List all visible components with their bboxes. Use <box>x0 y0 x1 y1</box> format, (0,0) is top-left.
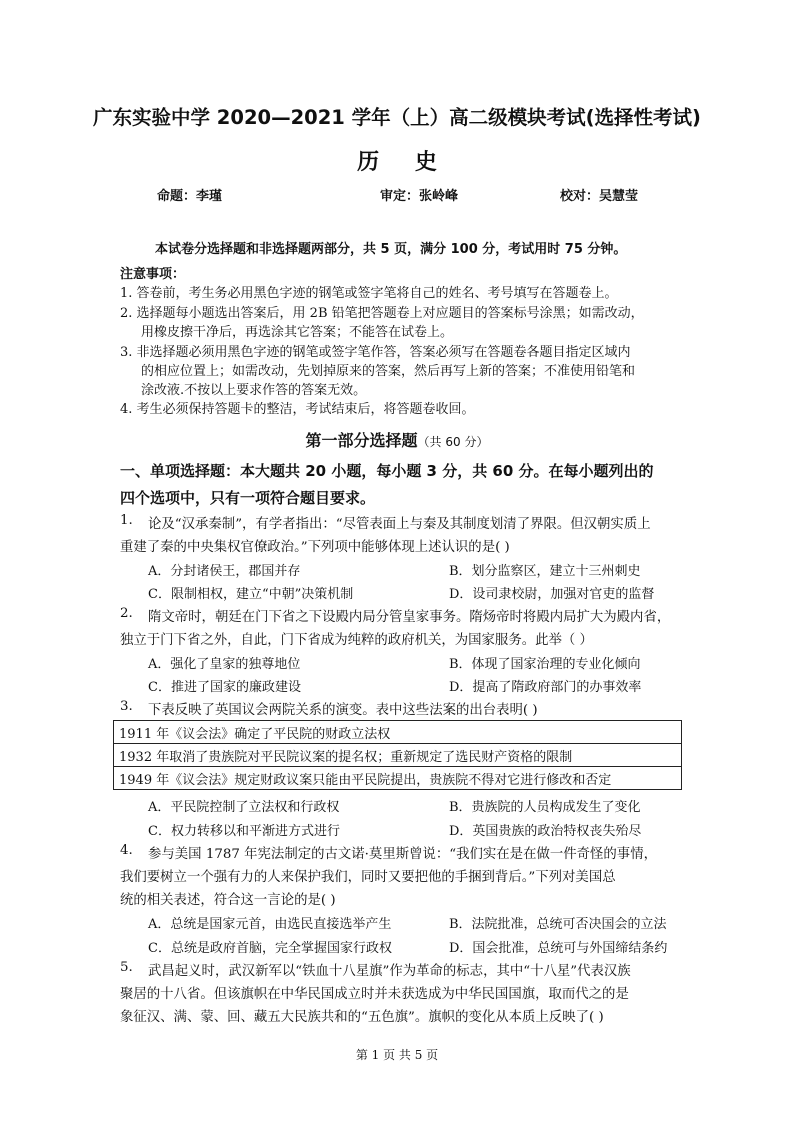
option-d: D．英国贵族的政治特权丧失殆尽 <box>449 824 642 839</box>
option-d: D．提高了隋政府部门的办事效率 <box>449 680 642 695</box>
option-b: B．法院批准，总统可否决国会的立法 <box>449 917 667 932</box>
section-heading-line1: 一、单项选择题：本大题共 20 小题，每小题 3 分，共 60 分。在每小题列出的 <box>120 462 654 480</box>
part-heading: 第一部分选择题（共 60 分） <box>305 431 489 450</box>
reviewer-label: 审定：张岭峰 <box>380 189 459 204</box>
question-stem: 下表反映了英国议会两院关系的演变。表中这些法案的出台表明( ) <box>148 703 538 718</box>
question-stem: 隋文帝时，朝廷在门下省之下设殿内局分管皇家事务。隋炀帝时将殿内局扩大为殿内省， <box>148 610 671 625</box>
table-row <box>114 744 682 767</box>
question-stem: 象征汉、满、蒙、回、藏五大民族共和的“五色旗”。旗帜的变化从本质上反映了( ) <box>120 1010 604 1025</box>
legislation-table <box>113 720 682 790</box>
option-d: D．设司隶校尉，加强对官吏的监督 <box>449 587 655 602</box>
note-item: 4. 考生必须保持答题卡的整洁，考试结束后，将答题卷收回。 <box>120 402 475 417</box>
option-a: A．分封诸侯王，郡国并存 <box>148 564 301 579</box>
section-heading-line2: 四个选项中，只有一项符合题目要求。 <box>120 489 376 507</box>
question-stem: 重建了秦的中央集权官僚政治。”下列项中能够体现上述认识的是( ) <box>120 540 510 555</box>
proofreader-label: 校对：吴慧莹 <box>560 189 639 204</box>
option-a: A．强化了皇家的独尊地位 <box>148 657 301 672</box>
exam-title: 广东实验中学 2020—2021 学年（上）高二级模块考试(选择性考试) <box>93 106 701 129</box>
option-b: B．体现了国家治理的专业化倾向 <box>449 657 641 672</box>
option-c: C．推进了国家的廉政建设 <box>148 680 301 695</box>
question-number: 2. <box>120 606 133 621</box>
note-item-continued: 用橡皮擦干净后，再选涂其它答案；不能答在试卷上。 <box>141 325 454 340</box>
option-a: A．总统是国家元首，由选民直接选举产生 <box>148 917 392 932</box>
note-item: 3. 非选择题必须用黑色字迹的钢笔或签字笔作答，答案必须写在答题卷各题目指定区域内 <box>120 345 631 360</box>
question-stem: 统的相关表述，符合这一言论的是( ) <box>120 893 336 908</box>
note-item: 1. 答卷前，考生务必用黑色字迹的钢笔或签字笔将自己的姓名、考号填写在答题卷上。 <box>120 286 618 301</box>
table-row <box>114 721 682 744</box>
option-c: C．权力转移以和平渐进方式进行 <box>148 824 340 839</box>
subject-title: 历 史 <box>357 150 451 175</box>
question-stem: 我们要树立一个强有力的人来保护我们，同时又要把他的手捆到背后。”下列对美国总 <box>120 870 616 885</box>
table-cell: 1932 年取消了贵族院对平民院议案的提名权；重新规定了选民财产资格的限制 <box>114 744 682 767</box>
option-b: B．贵族院的人员构成发生了变化 <box>449 800 641 815</box>
setter-label: 命题：李瑾 <box>157 189 223 204</box>
question-number: 3. <box>120 699 133 714</box>
question-stem: 武昌起义时，武汉新军以“铁血十八星旗”作为革命的标志，其中“十八星”代表汉族 <box>148 964 631 979</box>
table-row <box>114 767 682 790</box>
question-stem: 参与美国 1787 年宪法制定的古文诺·莫里斯曾说：“我们实在是在做一件奇怪的事情， <box>148 847 657 862</box>
question-number: 4. <box>120 843 133 858</box>
table-cell: 1911 年《议会法》确定了平民院的财政立法权 <box>114 721 682 744</box>
notes-heading: 注意事项： <box>120 267 186 282</box>
option-b: B．划分监察区，建立十三州刺史 <box>449 564 641 579</box>
option-a: A．平民院控制了立法权和行政权 <box>148 800 340 815</box>
exam-intro: 本试卷分选择题和非选择题两部分，共 5 页，满分 100 分，考试用时 75 分钟。 <box>155 242 627 257</box>
note-item: 2. 选择题每小题选出答案后，用 2B 铅笔把答题卷上对应题目的答案标号涂黑；如需改动， <box>120 306 644 321</box>
question-stem: 独立于门下省之外，自此，门下省成为纯粹的政府机关，为国家服务。此举（ ） <box>120 633 593 648</box>
page-number: 第 1 页 共 5 页 <box>355 1048 439 1062</box>
table-cell: 1949 年《议会法》规定财政议案只能由平民院提出，贵族院不得对它进行修改和否定 <box>114 767 682 790</box>
question-stem: 聚居的十八省。但该旗帜在中华民国成立时并未获选成为中华民国国旗，取而代之的是 <box>120 987 629 1002</box>
note-item-continued: 的相应位置上；如需改动，先划掉原来的答案，然后再写上新的答案；不准使用铅笔和 <box>141 364 636 379</box>
option-c: C．限制相权，建立“中朝”决策机制 <box>148 587 354 602</box>
question-number: 5. <box>120 960 133 975</box>
note-item-continued: 涂改液.不按以上要求作答的答案无效。 <box>141 383 367 398</box>
option-c: C．总统是政府首脑，完全掌握国家行政权 <box>148 941 392 956</box>
question-stem: 论及“汉承秦制”，有学者指出：“尽管表面上与秦及其制度划清了界限。但汉朝实质上 <box>148 517 651 532</box>
question-number: 1. <box>120 513 133 528</box>
option-d: D．国会批准，总统可与外国缔结条约 <box>449 941 668 956</box>
